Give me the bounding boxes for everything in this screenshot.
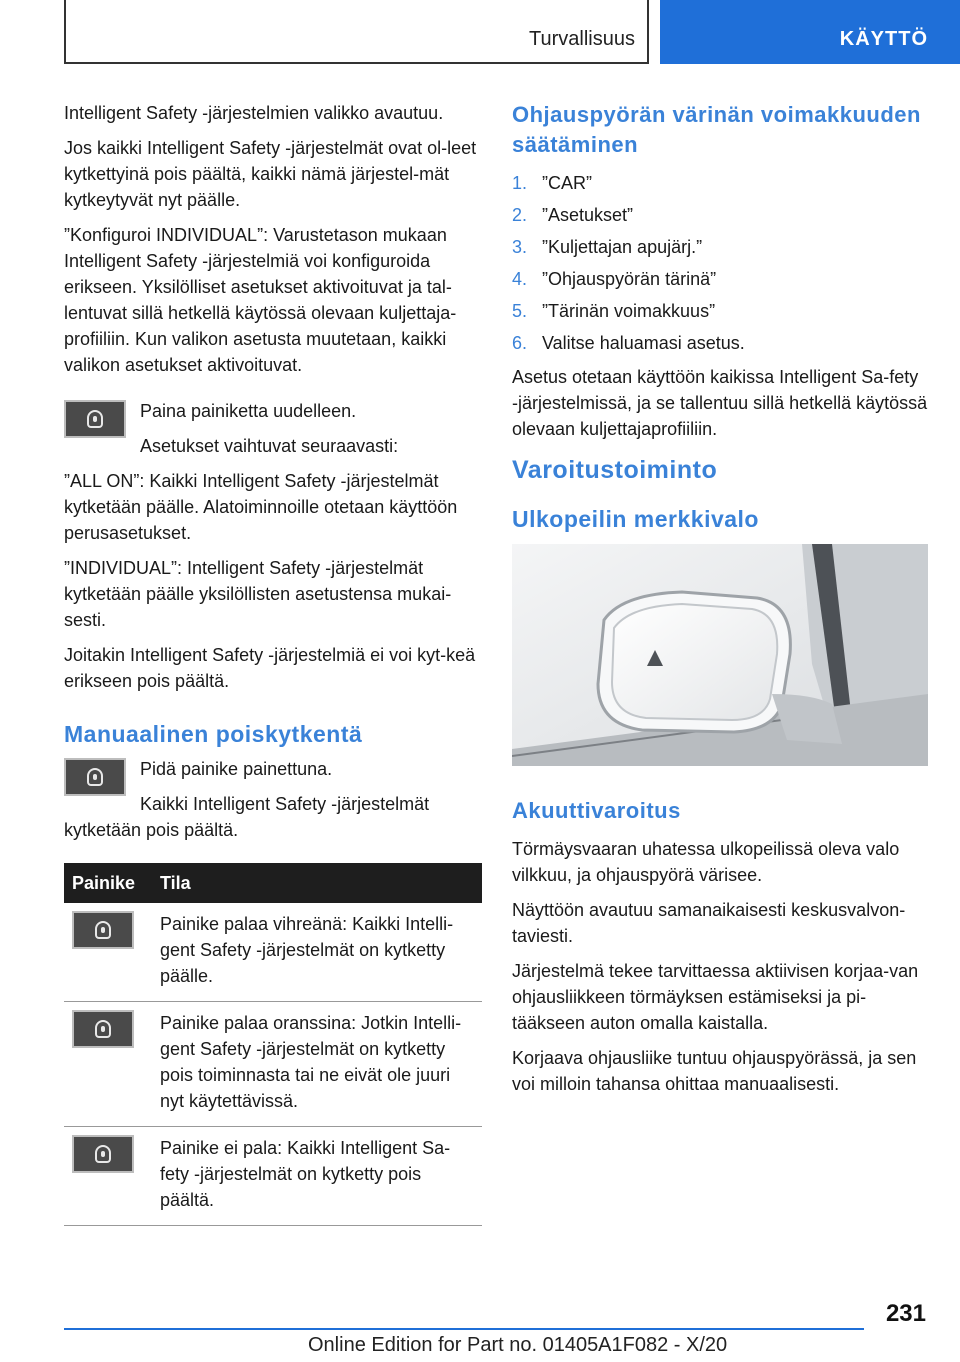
instruction-text: Kaikki Intelligent Safety -järjestelmät kytketään pois päältä. [64,794,430,840]
button-instruction [64,398,482,459]
paragraph: Korjaava ohjausliike tuntuu ohjauspyörässä, ja sen voi milloin tahansa ohittaa manuaalisesti. [512,1048,917,1094]
table-cell: Painike palaa vihreänä: Kaikki Intelli-gent Safety -järjestelmät on kytketty päälle. [152,903,482,1002]
paragraph: Joitakin Intelligent Safety -järjestelmiä ei voi kyt-keä erikseen pois päältä. [64,645,476,691]
table-row [64,1002,482,1127]
paragraph: Intelligent Safety -järjestelmien valikko avautuu. [64,103,444,123]
table-header: Tila [152,863,482,903]
list-item: 6. Valitse haluamasi asetus. [512,333,745,353]
section-heading: Varoitustoiminto [512,456,718,484]
table-cell: Painike ei pala: Kaikki Intelligent Sa-fety -järjestelmät on kytketty pois päältä. [152,1127,482,1226]
section-heading: Ohjauspyörän värinän voimakkuuden säätäminen [512,102,921,157]
paragraph: ”INDIVIDUAL”: Intelligent Safety -järjestelmät kytketään päälle yksilöllisten asetustensa mukai-sesti. [64,558,452,630]
page-number: 231 [885,1300,926,1327]
paragraph: Näyttöön avautuu samanaikaisesti keskusvalvon-taviesti. [512,900,906,946]
section-heading: Akuuttivaroitus [512,798,681,823]
safety-button-icon [72,1010,134,1048]
chapter-label: KÄYTTÖ [839,28,928,50]
instruction-text: Paina painiketta uudelleen. [140,401,357,421]
safety-button-icon [72,1135,134,1173]
instruction-text: Pidä painike painettuna. [140,759,333,779]
paragraph: Jos kaikki Intelligent Safety -järjestelmät ovat ol-leet kytkettyinä pois päältä, kaikki nämä järjestel-mät kytkeytyvät nyt päälle. [64,138,477,210]
instruction-text: Asetukset vaihtuvat seuraavasti: [140,436,399,456]
section-title: Turvallisuus [529,28,635,50]
list-item: 3. ”Kuljettajan apujärj.” [512,237,703,257]
edition-text: Online Edition for Part no. 01405A1F082 - X/20 [308,1334,728,1356]
safety-button-icon [72,911,134,949]
chapter-tab [660,0,960,64]
side-mirror-image [512,544,928,766]
paragraph: Törmäysvaaran uhatessa ulkopeilissä oleva valo vilkkuu, ja ohjauspyörä värisee. [512,839,900,885]
safety-button-icon [64,400,126,438]
list-item: 2. ”Asetukset” [512,205,634,225]
section-heading: Ulkopeilin merkkivalo [512,506,759,532]
footer-divider [64,1328,864,1330]
button-states-table [64,863,482,1226]
paragraph: Järjestelmä tekee tarvittaessa aktiivisen korjaa-van ohjausliikkeen törmäyksen estämiseksi ja pi-tääkseen auton omalla kaistalla. [512,961,919,1033]
paragraph: ”Konfiguroi INDIVIDUAL”: Varustetason mukaan Intelligent Safety -järjestelmiä voi konfiguroida erikseen. Yksilölliset asetukset aktivoituvat ja tal-lentuvat sillä hetkellä käytössä olevaan kuljettaja-profiiliin. Kun valikon asetusta muutetaan, kaikki valikon asetukset aktivoituvat. [64,225,457,375]
table-header: Painike [64,863,152,903]
paragraph: Asetus otetaan käyttöön kaikissa Intelligent Sa-fety -järjestelmissä, ja se tallentuu sillä hetkellä käytössä olevaan kuljettajaprofiiliin. [512,367,928,439]
list-item: 1. ”CAR” [512,173,592,193]
table-cell: Painike palaa oranssina: Jotkin Intelli-gent Safety -järjestelmät on kytketty pois toiminnasta tai ne eivät ole juuri nyt käytettävissä. [152,1002,482,1127]
left-column [64,100,482,1226]
right-column [512,100,928,1106]
table-row [64,903,482,1002]
paragraph: ”ALL ON”: Kaikki Intelligent Safety -järjestelmät kytketään päälle. Alatoiminnoille otetaan käyttöön perusasetukset. [64,471,458,543]
steps-list [512,170,928,356]
section-heading: Manuaalinen poiskytkentä [64,721,363,747]
list-item: 5. ”Tärinän voimakkuus” [512,301,716,321]
button-instruction [64,756,482,782]
list-item: 4. ”Ohjauspyörän tärinä” [512,269,717,289]
safety-button-icon [64,758,126,796]
table-row [64,1127,482,1226]
